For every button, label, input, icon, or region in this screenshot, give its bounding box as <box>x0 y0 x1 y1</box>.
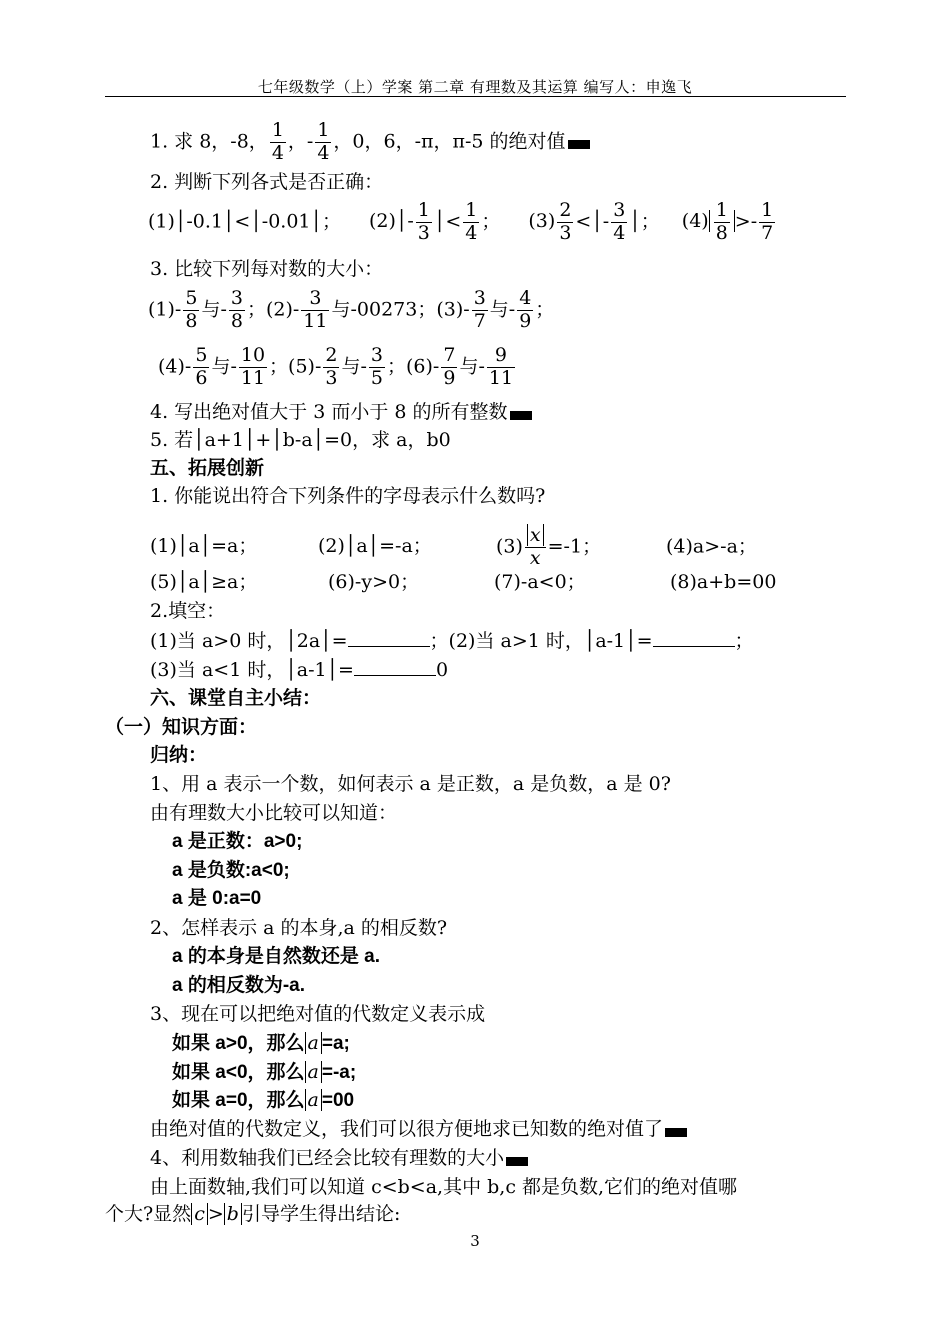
s5-question-1: 1. 你能说出符合下列条件的字母表示什么数吗? <box>150 485 546 507</box>
summary-heading: 归纳： <box>150 744 208 766</box>
section-6-title: 六、课堂自主小结： <box>150 687 322 709</box>
fill-blank-row-1: (1)当 a>0 时，│2a│= ；(2)当 a>1 时，│a-1│= ； <box>150 630 754 652</box>
question-2-title: 2. 判断下列各式是否正确： <box>150 171 384 193</box>
summary-line: 1、用 a 表示一个数，如何表示 a 是正数，a 是负数，a 是 0? <box>150 773 671 795</box>
summary-line: 由有理数大小比较可以知道： <box>150 802 398 824</box>
fill-blank-row-2: (3)当 a<1 时，│a-1│= 0 <box>150 659 449 681</box>
question-1: 1. 求 8，-8， $\frac{1}{4}$ ，- $\frac{1}{4}$ ，0，6，-π，π-5 的绝对值 <box>150 120 590 165</box>
summary-line: 由绝对值的代数定义，我们可以很方便地求已知数的绝对值了 <box>150 1117 687 1141</box>
summary-line: a 是负数:a<0; <box>172 860 290 881</box>
question-5: 5. 若│a+1│+│b-a│=0，求 a，b0 <box>150 429 451 451</box>
definition-line: 如果 a=0，那么 a =00 <box>172 1089 355 1111</box>
page-header: 七年级数学（上）学案 第二章 有理数及其运算 编写人：申逸飞 <box>257 78 693 96</box>
summary-line: 2、怎样表示 a 的本身,a 的相反数? <box>150 917 448 939</box>
s5-conditions-row-1: (1)│a│=a； (2)│a│=-a； (3) $\frac{x}{x}$ =-1； (4)a>-a； <box>150 524 757 569</box>
q1-prefix: 1. 求 8，-8， <box>150 130 268 153</box>
fraction: $\frac{1}{4}$ <box>271 119 284 164</box>
summary-line: 个大?显然 c > b 引导学生得出结论: <box>105 1203 401 1225</box>
end-mark-icon <box>510 411 532 420</box>
question-4: 4. 写出绝对值大于 3 而小于 8 的所有整数 <box>150 400 532 424</box>
summary-line: a 是 0:a=0 <box>172 888 262 909</box>
summary-line: 4、利用数轴我们已经会比较有理数的大小 <box>150 1146 528 1170</box>
end-mark-icon <box>506 1157 528 1166</box>
answer-blank[interactable] <box>653 628 735 647</box>
header-rule <box>105 96 846 97</box>
definition-line: 如果 a<0，那么 a =-a; <box>172 1061 357 1083</box>
question-3-row-1: (1)- $\frac{5}{8}$ 与- $\frac{3}{8}$ ；(2)- $\frac{3}{11}$ 与-00273；(3)- $\frac{3}{7}$ 与- $\frac{4}{9}$ ； <box>148 287 555 332</box>
summary-line: a 是正数：a>0; <box>172 831 303 852</box>
fraction: $\frac{1}{4}$ <box>317 119 330 164</box>
end-mark-icon <box>568 140 590 149</box>
question-2-parts: (1)│-0.1│<│-0.01│； (2)│- $\frac{1}{3}$ │< $\frac{1}{4}$ ； (3) $\frac{2}{3}$ <│- $\frac{3}{4}$ │； (4) $\frac{1}{8}$ >- $\frac{1}{7}$ <box>148 199 774 244</box>
summary-line: 3、现在可以把绝对值的代数定义表示成 <box>150 1003 486 1025</box>
page-number: 3 <box>470 1232 480 1250</box>
summary-line: 由上面数轴,我们可以知道 c<b<a,其中 b,c 都是负数,它们的绝对值哪 <box>150 1176 738 1198</box>
question-3-row-2: (4)- $\frac{5}{6}$ 与- $\frac{10}{11}$ ；(5)- $\frac{2}{3}$ 与- $\frac{3}{5}$ ；(6)- $\frac{7}{9}$ 与- $\frac{9}{11}$ <box>158 344 514 389</box>
summary-line: a 的本身是自然数还是 a. <box>172 946 380 967</box>
answer-blank[interactable] <box>354 657 436 676</box>
section-5-title: 五、拓展创新 <box>150 457 265 479</box>
answer-blank[interactable] <box>348 628 430 647</box>
q1-tail: ，0，6，-π，π-5 的绝对值 <box>333 130 566 153</box>
question-3-title: 3. 比较下列每对数的大小： <box>150 258 384 280</box>
definition-line: 如果 a>0，那么 a =a; <box>172 1032 350 1054</box>
s5-question-2: 2.填空： <box>150 600 226 622</box>
end-mark-icon <box>665 1128 687 1137</box>
knowledge-heading: （一）知识方面： <box>105 716 258 738</box>
s5-conditions-row-2: (5)│a│≥a； (6)-y>0； (7)-a<0； (8)a+b=00 <box>150 571 777 593</box>
summary-line: a 的相反数为-a. <box>172 975 306 996</box>
